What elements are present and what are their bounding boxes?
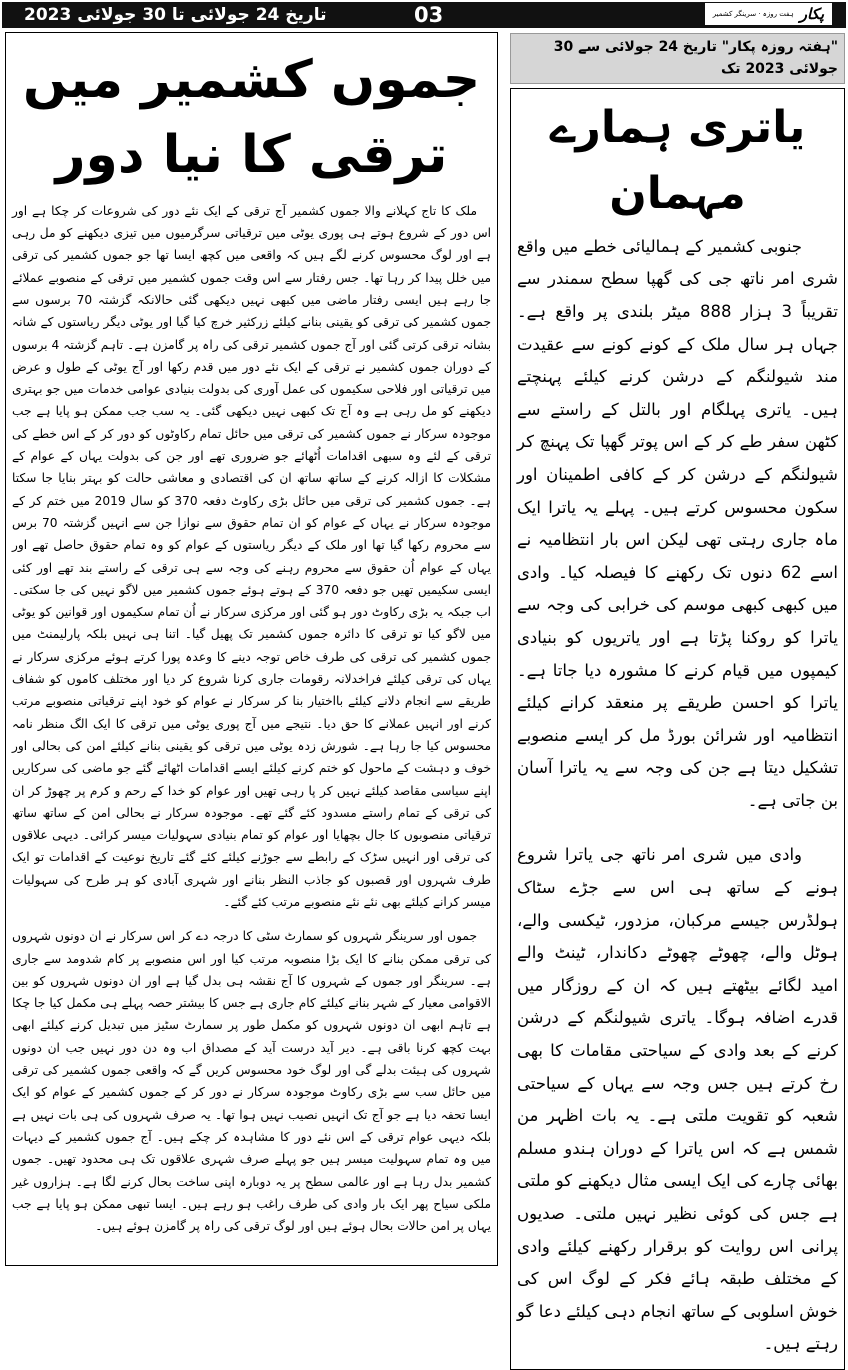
page-header-bar: [2, 2, 846, 28]
left-article-title: جموں کشمیر میں ترقی کا نیا دور: [22, 50, 481, 186]
right-article-title: یاتری ہمارے مہمان: [549, 101, 806, 219]
left-article: [5, 32, 498, 1266]
right-article: [510, 88, 845, 1370]
masthead-logo: [705, 3, 832, 25]
page-number: 03: [414, 3, 444, 27]
logo-subtext: ہفت روزہ · سرینگر کشمیر: [712, 10, 794, 18]
right-article-body: [511, 231, 844, 1361]
left-article-body: [6, 200, 497, 1238]
right-column-header: "ہفتہ روزہ پکار" تاریخ 24 جولائی سے 30 جولائی 2023 تک: [510, 33, 845, 84]
right-column: [510, 33, 845, 1370]
issue-date: تاریخ 24 جولائی تا 30 جولائی 2023: [24, 5, 327, 25]
article-paragraph: جموں اور سرینگر شہروں کو سمارٹ سٹی کا درجہ دے کر اس سرکار نے ان دونوں شہروں کی ترقی ممکن بنانے کا ایک بڑا منصوبہ مرتب کیا اور اس منصوبے پر کام شدومد سے جاری ہے۔ سرینگر اور جموں کے شہروں کا آج نقشہ ہی بدل گیا ہے اور ان دونوں شہروں کو بین الاقوامی معیار کے شہر بنانے کیلئے کام جاری ہے جس کا بیشتر حصہ پہلے ہی مکمل کیا جا چکا ہے تاہم ابھی ان دونوں شہروں کو مکمل طور پر سمارٹ سٹیز میں تبدیل کرنے کیلئے ابھی بہت کچھ کرنا باقی ہے۔ دیر آید درست آید کے مصداق اب وہ دن دور نہیں جب ان دونوں شہروں کی ہیئت بدلے گی اور لوگ خود محسوس کریں گے کہ واقعی جموں کشمیر کی ترقی میں حائل سب سے بڑی رکاوٹ موجودہ سرکار نے دور کر کے جموں کشمیر کے عوام کو ایک ایسا تحفہ دیا ہے جو آج تک انہیں نصیب نہیں ہوا تھا۔ یہ صرف شہروں کی ہی بات نہیں ہے بلکہ دیہی عوام ترقی کے اس نئے دور کا مشاہدہ کر چکے ہیں۔ آج جموں کشمیر کے دیہات میں وہ تمام سہولیت میسر ہیں جو پہلے صرف شہری علاقوں تک ہی محدود تھیں۔ جموں کشمیر بدل رہا ہے اور عالمی سطح پر یہ دوبارہ اپنی ساخت بحال کرنے لگا ہے۔ ہزاروں غیر ملکی سیاح پھر ایک بار وادی کی طرف راغب ہو رہے ہیں۔ ایسا تبھی ممکن ہو پایا ہے جب یہاں پر امن حالات بحال ہوئے ہیں اور لوگ ترقی کی راہ پر گامزن ہوئے ہیں۔: [12, 929, 491, 1234]
article-paragraph: جنوبی کشمیر کے ہمالیائی خطے میں واقع شری امر ناتھ جی کی گھپا سطح سمندر سے تقریباً 3 ہزار 888 میٹر بلندی پر واقع ہے۔ جہاں ہر سال ملک کے کونے کونے سے عقیدت مند شیولنگم کے درشن کرنے کیلئے پہنچتے ہیں۔ یاتری پہلگام اور بالتل کے راستے سے کٹھن سفر طے کر کے اس پوتر گھپا تک پہنچ کر شیولنگم کے درشن کر کے کافی اطمینان اور سکون محسوس کرتے ہیں۔ پہلے یہ یاترا ایک ماہ جاری رہتی تھی لیکن اس بار انتظامیہ نے اسے 62 دنوں تک رکھنے کا فیصلہ کیا۔ وادی میں کبھی کبھی موسم کی خرابی کی وجہ سے یاترا کو روکنا پڑتا ہے اور یاتریوں کو بنیادی کیمپوں میں قیام کرنے کا مشورہ دیا جاتا ہے۔ یاترا کو احسن طریقے پر منعقد کرانے کیلئے انتظامیہ اور شرائن بورڈ مل کر ایسے منصوبے تشکیل دیتا ہے جن کی وجہ سے یہ یاترا آسان بن جاتی ہے۔: [517, 236, 838, 810]
logo-name: پکار: [799, 5, 824, 23]
article-paragraph: وادی میں شری امر ناتھ جی یاترا شروع ہونے کے ساتھ ہی اس سے جڑے سٹاک ہولڈرس جیسے مرکبان، مزدور، ٹیکسی والے، ہوٹل والے، چھوٹے چھوٹے دکاندار، ٹینٹ والے امید لگائے بیٹھتے ہیں کہ ان کے روزگار میں قدرے اضافہ ہوگا۔ یاتری شیولنگم کے درشن کرنے کے بعد وادی کے سیاحتی مقامات کا بھی رخ کرتے ہیں جس وجہ سے یہاں کے سیاحتی شعبہ کو تقویت ملتی ہے۔ یہ بات اظہر من شمس ہے کہ اس یاترا کے دوران ہندو مسلم بھائی چارے کی ایک ایسی مثال دیکھنے کو ملتی ہے جس کی کوئی نظیر نہیں ملتی۔ صدیوں پرانی اس روایت کو برقرار رکھنے کیلئے وادی کے مختلف طبقہ ہائے فکر کے لوگ اس کی خوش اسلوبی کے ساتھ انجام دہی کیلئے دعا گو رہتے ہیں۔: [517, 845, 838, 1354]
article-paragraph: ملک کا تاج کہلانے والا جموں کشمیر آج ترقی کے ایک نئے دور کی شروعات کر چکا ہے اور اس دور کے شروع ہوتے ہی پوری یوٹی میں ترقیاتی سرگرمیوں میں تیزی دیکھنے کو مل رہی ہے اور لوگ محسوس کرنے لگے ہیں کہ واقعی میں کچھ ایسا تھا جو جموں کشمیر کی ترقی میں خلل پیدا کر رہا تھا۔ جس رفتار سے اس وقت جموں کشمیر میں ترقی کے منصوبے عملائے جا رہے ہیں ایسی رفتار ماضی میں کبھی نہیں دیکھی گئی حالانکہ گزشتہ 70 برسوں سے جموں کشمیر کی ترقی کو یقینی بنانے کیلئے زرکثیر خرچ کیا گیا اور یوٹی دیگر ریاستوں کے شانہ بشانہ ترقی کرتی گئی اور آج جموں کشمیر ترقی کی راہ پر گامزن ہے۔ تاہم گزشتہ 4 برسوں کے دوران جموں کشمیر نے ترقی کے ایک نئے دور میں قدم رکھا اور آج یوٹی کے طول و عرض میں ترقیاتی اور فلاحی سکیموں کی عمل آوری کی بدولت بنیادی عوامی خدمات میں جو بہتری دیکھنے کو مل رہی ہے وہ آج تک کبھی نہیں دیکھی گئی۔ یہ سب جب ممکن ہو پایا ہے جب موجودہ سرکار نے جموں کشمیر کی ترقی میں حائل تمام رکاوٹوں کو دور کر کے اس خطے کی ترقی کے لئے وہ سبھی اقدامات اُٹھائے جو ضروری تھے اور جن کی بدولت یہاں کے عوام کے مشکلات کا ازالہ کرنے کے ساتھ ساتھ ان کی اقتصادی و معاشی حالت کو بہتر بنایا جا سکتا ہے۔ جموں کشمیر کی ترقی میں حائل بڑی رکاوٹ دفعہ 370 کو سال 2019 میں ختم کر کے موجودہ سرکار نے یہاں کے عوام کو ان تمام حقوق سے نوازا جن سے انہیں گزشتہ 70 برس سے محروم رکھا گیا تھا اور ملک کے دیگر ریاستوں کے عوام کو وہ تمام حقوق حاصل تھے اور یہاں کے عوام اُن حقوق سے محروم رہنے کی وجہ سے ہی ترقی کے راستے بند تھے اور کئی ایسی سکیمیں تھیں جو دفعہ 370 کے ہوتے ہوئے جموں کشمیر میں لاگو نہیں کی جا سکتی۔ اب جبکہ یہ بڑی رکاوٹ دور ہو گئی اور مرکزی سرکار نے اُن تمام سکیموں اور قوانین کو یوٹی میں لاگو کیا تو ترقی کا دائرہ جموں کشمیر تک پھیل گیا۔ اتنا ہی نہیں بلکہ پارلیمنٹ میں جموں کشمیر کی ترقی کی طرف خاص توجہ دینے کا وعدہ پورا کرتے ہوئے مرکزی سرکار نے یہاں کی ترقی کیلئے فراخدلانہ رقومات جاری کرنا شروع کر دیا اور مختلف کاموں کو شفاف طریقے سے انجام دلانے کیلئے بااختیار بنا کر سرکار نے عوام کو خود اپنے ترقیاتی منصوبے مرتب کرنے اور انہیں عملانے کا حق دیا۔ نتیجے میں آج پوری یوٹی میں ترقی کا ایک الگ منظر نامہ محسوس کیا جا رہا ہے۔ شورش زدہ یوٹی میں ترقی کو یقینی بنانے کیلئے امن کی بحالی اور خوف و دہشت کے ماحول کو ختم کرنے کیلئے ایسے اقدامات اٹھائے گئے جو ماضی کی سرکاریں اپنے سیاسی مقاصد کیلئے نہیں کر پا رہی تھیں اور عوام کو خدا کے رحم و کرم پر چھوڑ کر ان کی ترقی کے تمام راستے مسدود کئے گئے تھے۔ موجودہ سرکار نے بحالی امن کے ساتھ ساتھ ترقیاتی منصوبوں کا جال بچھایا اور عوام کو تمام بنیادی سہولیات میسر کرائی۔ دیہی علاقوں کی ترقی اور انہیں سڑک کے رابطے سے جوڑنے کیلئے کئے گئے تاریخ نوعیت کے اقدامات تو ایک طرف شہروں اور قصبوں کو جاذب النظر بنانے اور شہری آبادی کو ہر طرح کی سہولیات میسر کرانے کیلئے بھی نئے نئے منصوبے مرتب کئے گئے۔: [12, 203, 491, 909]
